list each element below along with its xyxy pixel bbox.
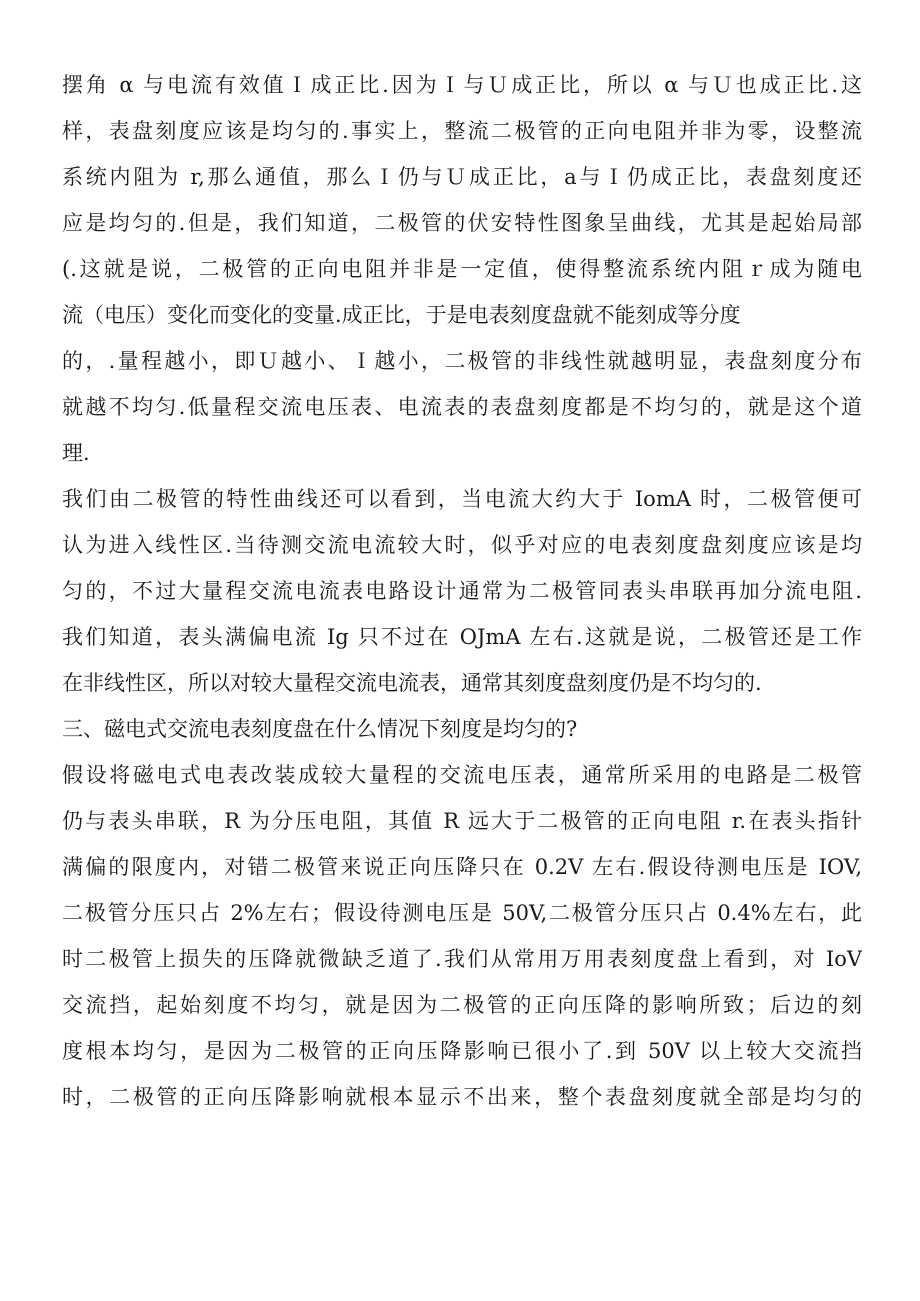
text-line: 交流挡，起始刻度不均匀，就是因为二极管的正向压降的影响所致；后边的刻 xyxy=(62,993,862,1017)
text-line: 摆角 α 与电流有效值Ｉ成正比.因为Ｉ与Ｕ成正比，所以 α 与Ｕ也成正比.这 xyxy=(62,73,862,97)
text-line: 应是均匀的.但是，我们知道，二极管的伏安特性图象呈曲线，尤其是起始局部 xyxy=(62,211,862,235)
text-line: 认为进入线性区.当待测交流电流较大时，似乎对应的电表刻度盘刻度应该是均 xyxy=(62,533,862,557)
text-line: 二极管分压只占 2%左右；假设待测电压是 50V,二极管分压只占 0.4%左右，此 xyxy=(62,901,862,925)
text-line: 匀的，不过大量程交流电流表电路设计通常为二极管同表头串联再加分流电阻. xyxy=(62,579,862,603)
section-heading: 三、磁电式交流电表刻度盘在什么情况下刻度是均匀的? xyxy=(62,717,578,741)
text-line: 系统内阻为 r,那么通值，那么Ｉ仍与Ｕ成正比，a与Ｉ仍成正比，表盘刻度还 xyxy=(62,165,862,189)
text-line: 理. xyxy=(62,441,90,465)
text-line: 的，.量程越小，即Ｕ越小、Ｉ越小，二极管的非线性就越明显，表盘刻度分布 xyxy=(62,349,862,373)
text-line: 假设将磁电式电表改装成较大量程的交流电压表，通常所采用的电路是二极管 xyxy=(62,763,862,787)
text-line: 仍与表头串联，R 为分压电阻，其值 R 远大于二极管的正向电阻 r.在表头指针 xyxy=(62,809,862,833)
text-line: 就越不均匀.低量程交流电压表、电流表的表盘刻度都是不均匀的，就是这个道 xyxy=(62,395,862,419)
text-line: 我们知道，表头满偏电流 Ig 只不过在 OJmA 左右.这就是说，二极管还是工作 xyxy=(62,625,862,649)
text-line: 在非线性区，所以对较大量程交流电流表，通常其刻度盘刻度仍是不均匀的. xyxy=(62,671,762,695)
text-line: (.这就是说，二极管的正向电阻并非是一定值，使得整流系统内阻ｒ成为随电 xyxy=(62,257,862,281)
text-line: 样，表盘刻度应该是均匀的.事实上，整流二极管的正向电阻并非为零，设整流 xyxy=(62,119,862,143)
text-line: 满偏的限度内，对错二极管来说正向压降只在 0.2V 左右.假设待测电压是 IOV, xyxy=(62,855,862,879)
text-line: 我们由二极管的特性曲线还可以看到，当电流大约大于 IomA 时，二极管便可 xyxy=(62,487,862,511)
text-line: 时二极管上损失的压降就微缺乏道了.我们从常用万用表刻度盘上看到，对 IoV xyxy=(62,947,862,971)
text-line: 度根本均匀，是因为二极管的正向压降影响已很小了.到 50V 以上较大交流挡 xyxy=(62,1039,862,1063)
text-line: 流（电压）变化而变化的变量.成正比，于是电表刻度盘就不能刻成等分度 xyxy=(62,303,741,327)
text-line: 时，二极管的正向压降影响就根本显示不出来，整个表盘刻度就全部是均匀的 xyxy=(62,1085,862,1109)
